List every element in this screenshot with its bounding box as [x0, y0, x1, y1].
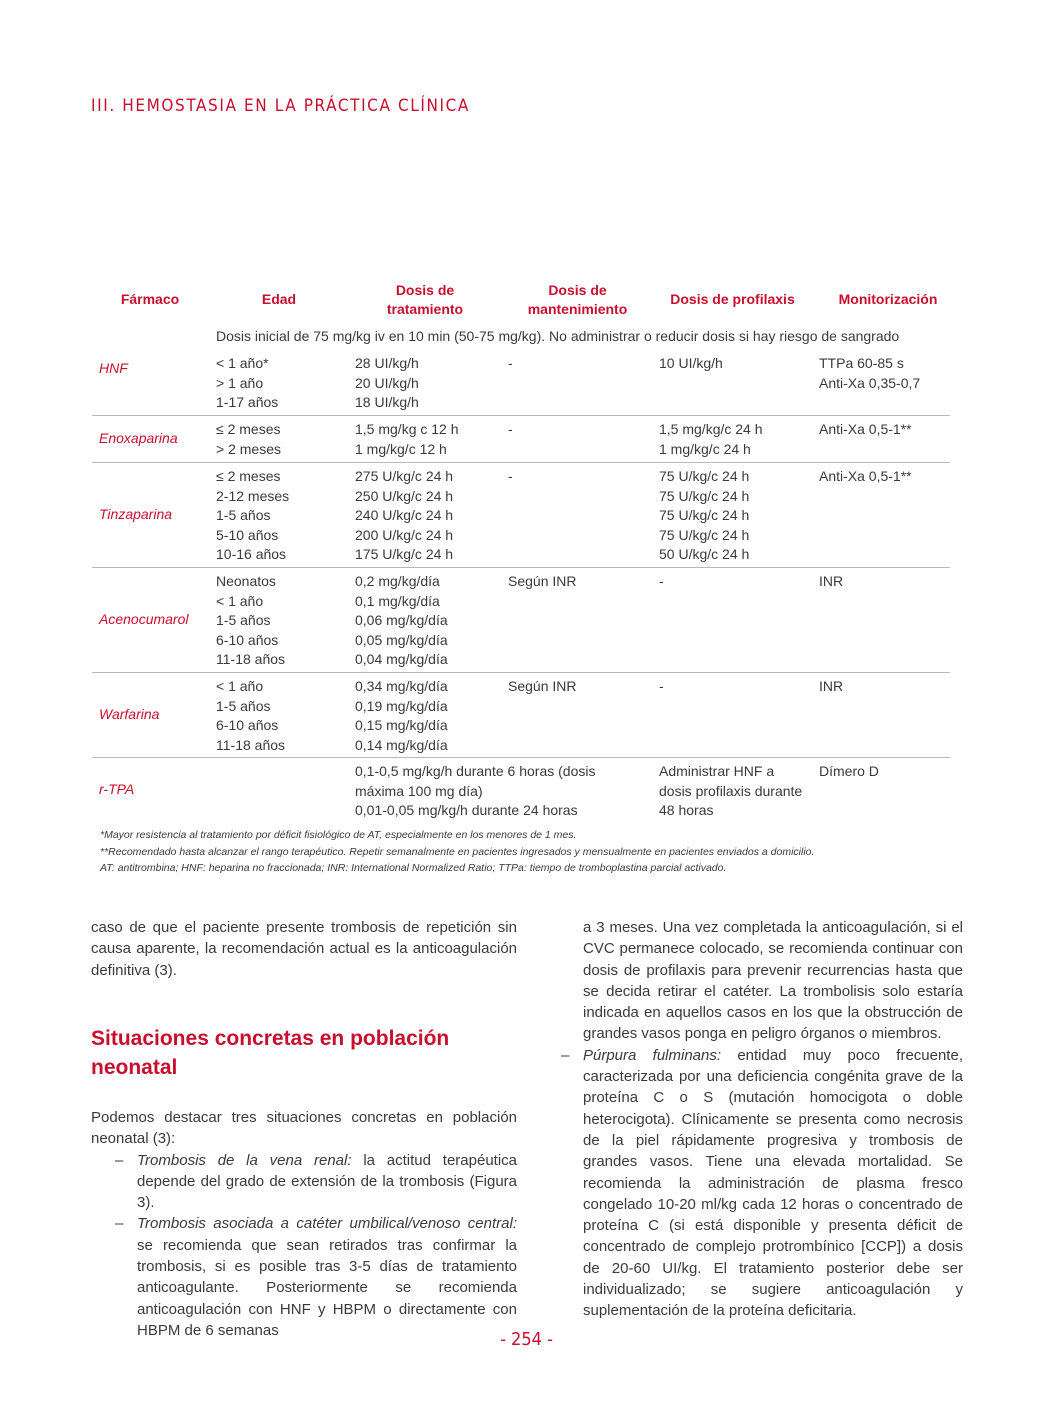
chapter-title: III. HEMOSTASIA EN LA PRÁCTICA CLÍNICA: [91, 96, 470, 116]
warfarina-monitorizacion: INR: [819, 678, 844, 694]
enoxaparina-profilaxis: 1,5 mg/kg/c 24 h 1 mg/kg/c 24 h: [659, 421, 763, 457]
list-item: [537, 1045, 963, 1322]
header-mantenimiento: Dosis de mantenimiento: [527, 282, 628, 317]
tinzaparina-profilaxis: 75 U/kg/c 24 h 75 U/kg/c 24 h 75 U/kg/c 24 h 75 U/kg/c 24 h 50 U/kg/c 24 h: [659, 468, 750, 562]
left-column: [91, 917, 517, 981]
tinzaparina-monitorizacion: Anti-Xa 0,5-1**: [819, 468, 912, 484]
warfarina-mantenimiento: Según INR: [508, 678, 577, 694]
page-number: - 254 -: [500, 1329, 553, 1350]
header-monitorizacion: Monitorización: [838, 291, 938, 307]
drug-warfarina: Warfarina: [99, 706, 160, 722]
list-item-title: Trombosis asociada a catéter umbilical/venoso central:: [137, 1215, 517, 1233]
acenocumarol-profilaxis: -: [659, 573, 664, 589]
acenocumarol-tratamiento: 0,2 mg/kg/día 0,1 mg/kg/día 0,06 mg/kg/día 0,05 mg/kg/día 0,04 mg/kg/día: [355, 573, 448, 667]
footnote-2: **Recomendado hasta alcanzar el rango terapéutico. Repetir semanalmente en pacientes ingresados y mensualmente en pacientes enviados a domicilio.: [100, 846, 815, 858]
header-edad: Edad: [261, 291, 297, 307]
tinzaparina-edad: ≤ 2 meses 2-12 meses 1-5 años 5-10 años 10-16 años: [216, 468, 290, 562]
row-divider: [92, 672, 950, 673]
paragraph: a 3 meses. Una vez completada la anticoagulación, si el CVC permanece colocado, se recomienda continuar con dosis de profilaxis para prevenir recurrencias hasta que se decida retirar el catéter. La trombolisis solo estaría indicada en aquellos casos en los que la obstrucción de grandes vasos ponga en peligro órganos o miembros.: [583, 919, 963, 1043]
paragraph: caso de que el paciente presente trombosis de repetición sin causa aparente, la recomendación actual es la anticoagulación definitiva (3).: [91, 919, 517, 979]
right-column: [537, 917, 963, 1322]
drug-tinzaparina: Tinzaparina: [99, 506, 173, 522]
left-column-list: [91, 1107, 517, 1341]
rtpa-profilaxis: Administrar HNF a dosis profilaxis durante 48 horas: [659, 763, 803, 818]
header-profilaxis: Dosis de profilaxis: [670, 291, 795, 307]
footnote-1: *Mayor resistencia al tratamiento por déficit fisiológico de AT, especialmente en los menores de 1 mes.: [100, 829, 577, 841]
header-tratamiento: Dosis de tratamiento: [386, 282, 464, 317]
tinzaparina-tratamiento: 275 U/kg/c 24 h 250 U/kg/c 24 h 240 U/kg/c 24 h 200 U/kg/c 24 h 175 U/kg/c 24 h: [355, 468, 454, 562]
list-item-title: Púrpura fulminans:: [583, 1046, 722, 1064]
tinzaparina-mantenimiento: -: [508, 468, 513, 484]
dash-bullet: –: [561, 1046, 570, 1064]
section-heading: Situaciones concretas en población neonatal: [91, 1027, 450, 1079]
list-item: [91, 1213, 517, 1341]
row-divider: [92, 757, 950, 758]
row-divider: [92, 462, 950, 463]
list-item-title: Trombosis de la vena renal:: [137, 1151, 352, 1169]
drug-acenocumarol: Acenocumarol: [99, 611, 189, 627]
dash-bullet: –: [115, 1151, 124, 1169]
enoxaparina-mantenimiento: -: [508, 421, 513, 437]
list-item-text: la actitud terapéutica depende del grado de extensión de la trombosis (Figura 3).: [137, 1151, 517, 1212]
enoxaparina-edad: ≤ 2 meses > 2 meses: [216, 421, 281, 457]
row-divider: [92, 415, 950, 416]
rtpa-monitorizacion: Dímero D: [819, 763, 879, 779]
enoxaparina-tratamiento: 1,5 mg/kg c 12 h 1 mg/kg/c 12 h: [355, 421, 459, 457]
acenocumarol-mantenimiento: Según INR: [508, 573, 577, 589]
warfarina-edad: < 1 año 1-5 años 6-10 años 11-18 años: [216, 678, 286, 753]
rtpa-tratamiento: 0,1-0,5 mg/kg/h durante 6 horas (dosis máxima 100 mg día) 0,01-0,05 mg/kg/h durante 24 horas: [355, 763, 596, 818]
hnf-monitorizacion: TTPa 60-85 s Anti-Xa 0,35-0,7: [819, 355, 921, 391]
acenocumarol-monitorizacion: INR: [819, 573, 844, 589]
dash-bullet: –: [115, 1215, 124, 1233]
hnf-initial-dose-note: Dosis inicial de 75 mg/kg iv en 10 min (50-75 mg/kg). No administrar o reducir dosis si hay riesgo de sangrado: [216, 328, 900, 344]
acenocumarol-edad: Neonatos < 1 año 1-5 años 6-10 años 11-18 años: [216, 573, 286, 667]
row-divider: [92, 567, 950, 568]
header-farmaco: Fármaco: [120, 291, 180, 307]
hnf-tratamiento: 28 UI/kg/h 20 UI/kg/h 18 UI/kg/h: [355, 355, 419, 410]
warfarina-tratamiento: 0,34 mg/kg/día 0,19 mg/kg/día 0,15 mg/kg/día 0,14 mg/kg/día: [355, 678, 448, 753]
hnf-edad: < 1 año* > 1 año 1-17 años: [216, 355, 279, 410]
list-item-text: se recomienda que sean retirados tras confirmar la trombosis, si es posible tras 3-5 días de tratamiento anticoagulante. Posteriormente se recomienda anticoagulación con HNF y HBPM o directamente con HBPM de 6 semanas: [137, 1236, 517, 1339]
list-item: [91, 1150, 517, 1214]
list-item-text: entidad muy poco frecuente, caracterizada por una deficiencia congénita grave de la proteína C o S (mutación homocigota o doble heterocigota). Clínicamente se presenta como necrosis de la piel rápidamente progresiva y trombosis de grandes vasos. Tiene una elevada mortalidad. Se recomienda la administración de plasma fresco congelado 10-20 ml/kg cada 12 horas o concentrado de proteína C (si está disponible y presenta déficit de concentrado de complejo protrombínico [CCP]) a dosis de 20-60 UI/kg. El tratamiento posterior debe ser individualizado; se sugiere anticoagulación y suplementación de la proteína deficitaria.: [583, 1046, 963, 1320]
drug-hnf: HNF: [99, 360, 128, 376]
paragraph: Podemos destacar tres situaciones concretas en población neonatal (3):: [91, 1109, 517, 1148]
hnf-mantenimiento: -: [508, 355, 513, 371]
drug-enoxaparina: Enoxaparina: [99, 430, 178, 446]
hnf-profilaxis: 10 UI/kg/h: [659, 355, 723, 371]
footnote-3: AT: antitrombina; HNF: heparina no fraccionada; INR: International Normalized Ratio; TTPa: tiempo de tromboplastina parcial activado.: [100, 862, 727, 874]
enoxaparina-monitorizacion: Anti-Xa 0,5-1**: [819, 421, 912, 437]
drug-rtpa: r-TPA: [99, 781, 135, 797]
warfarina-profilaxis: -: [659, 678, 664, 694]
